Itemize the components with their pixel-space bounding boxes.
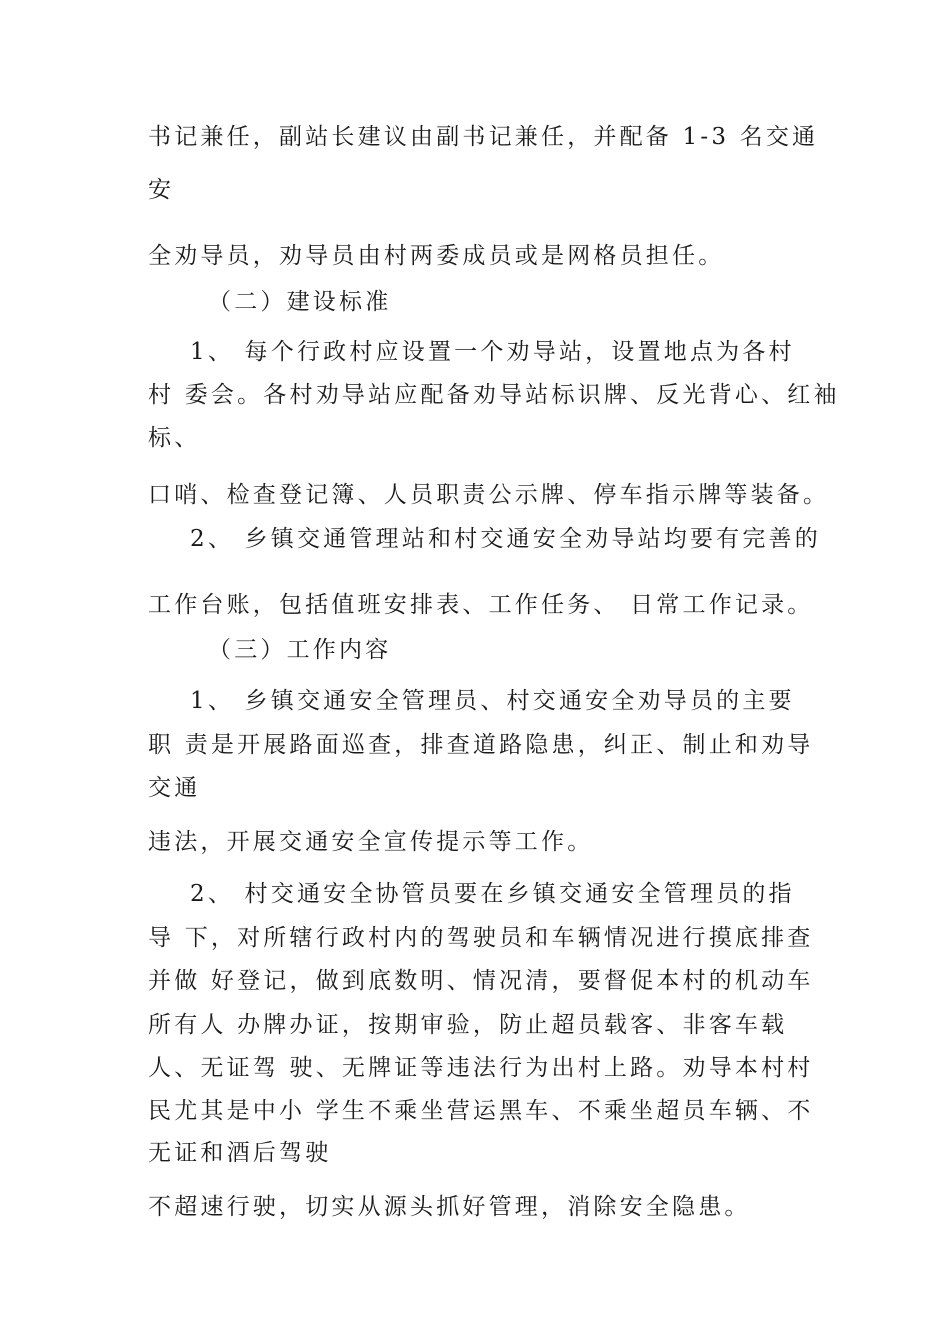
body-text-line: 民尤其是中小 学生不乘坐营运黑车、不乘坐超员车辆、不 <box>148 1098 814 1124</box>
list-item-line: 1、 每个行政村应设置一个劝导站，设置地点为各村 <box>190 339 795 365</box>
body-text-line: 违法，开展交通安全宣传提示等工作。 <box>148 829 594 855</box>
body-text-line: 村 委会。各村劝导站应配备劝导站标识牌、反光背心、红袖 <box>148 382 840 408</box>
list-item-line: 2、 村交通安全协管员要在乡镇交通安全管理员的指 <box>190 881 795 907</box>
body-text-line: 全劝导员，劝导员由村两委成员或是网格员担任。 <box>148 243 725 269</box>
body-text-line: 职 责是开展路面巡查，排查道路隐患，纠正、制止和劝导 <box>148 732 814 758</box>
section-heading: （三）工作内容 <box>208 637 392 663</box>
body-text-line: 无证和酒后驾驶 <box>148 1140 332 1166</box>
body-text-line: 并做 好登记，做到底数明、情况清，要督促本村的机动车 <box>148 968 814 994</box>
body-text-line: 工作台账，包括值班安排表、工作任务、 日常工作记录。 <box>148 592 814 618</box>
section-heading: （二）建设标准 <box>208 289 392 315</box>
body-text-line: 交通 <box>148 775 201 801</box>
body-text-line: 所有人 办牌办证，按期审验，防止超员载客、非客车载 <box>148 1012 788 1038</box>
body-text-line: 书记兼任，副站长建议由副书记兼任，并配备 1-3 名交通 <box>148 124 819 150</box>
body-text-line: 导 下，对所辖行政村内的驾驶员和车辆情况进行摸底排查 <box>148 925 814 951</box>
body-text-line: 口哨、检查登记簿、人员职责公示牌、停车指示牌等装备。 <box>148 482 830 508</box>
list-item-line: 1、 乡镇交通安全管理员、村交通安全劝导员的主要 <box>190 688 795 714</box>
body-text-line: 人、无证驾 驶、无牌证等违法行为出村上路。劝导本村村 <box>148 1055 814 1081</box>
body-text-line: 标、 <box>148 425 201 451</box>
body-text-line: 不超速行驶，切实从源头抓好管理，消除安全隐患。 <box>148 1194 751 1220</box>
list-item-line: 2、 乡镇交通管理站和村交通安全劝导站均要有完善的 <box>190 526 821 552</box>
body-text-line: 安 <box>148 177 175 203</box>
